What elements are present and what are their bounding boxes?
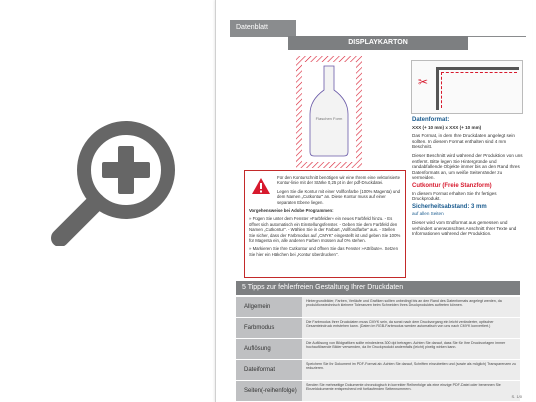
tip-label: Dateiformat <box>236 360 302 380</box>
tip-row <box>236 297 520 318</box>
tip-row <box>236 318 520 339</box>
tip-text: Hintergrundbilder, Farben, Verläufe und Grafiken sollten unbedingt bis an den Rand des Datenformats angelegt werden, da produktionstechnisch kleinere Toleranzen beim Schneiden Ihres Druckproduktes auftreten können. <box>302 297 520 317</box>
tip-label: Allgemein <box>236 297 302 317</box>
tip-text: Die Auflösung von Bildgrafiken sollte mindestens 300 dpi betragen. Achten Sie darauf, dass Sie für Ihre Druckvorlagen immer hochauflösende Bilder verwenden, da Ihr Druckprodukt andernfalls (leicht) pixelig wirken kann. <box>302 339 520 359</box>
format-value: XXX (+ 10 mm) x XXX (+ 10 mm) <box>412 124 482 130</box>
warning-icon <box>251 177 271 195</box>
tip-row <box>236 339 520 360</box>
bleed-example-box <box>411 60 523 114</box>
tip-label: Auflösung <box>236 339 302 359</box>
cutcontour-warning <box>244 170 406 278</box>
tips-table <box>236 297 520 402</box>
tip-label: Seiten(-reihenfolge) <box>236 381 302 401</box>
bottle-label: Flaschen Form <box>315 116 343 121</box>
datasheet-tab: Datenblatt <box>230 20 296 36</box>
tip-text: Senden Sie mehrseitige Dokumente chronologisch in korrekter Reihenfolge als eine einzige PDF-Datei oder benennen Sie Einzeldokumente entsprechend mit fortlaufenden Seitennummern. <box>302 381 520 401</box>
format-desc: Das Format, in dem Ihre Druckdaten angelegt sein sollten. In diesem Format enthalten sind 4 mm Beschnitt. <box>412 133 515 150</box>
warn-p3: Vorgehensweise bei Adobe Programmen: <box>249 208 334 214</box>
bottle-diagram <box>292 52 366 170</box>
warn-p4: » Fügen Sie unter dem Fenster »Farbfelder« ein neues Farbfeld hinzu. - Es öffnet sich automatisch ein Einstellungsfenster. - Geben Sie dem Farbfeld den Namen „Cutkontur". - Wählen Sie in der Farbart „Vollfondfarbe" aus. - Stellen Sie sicher, dass der Farbmodus auf „CMYK" eingestellt ist und geben Sie 100% für Magenta ein, alle anderen Farben müssen auf 0% stehen. <box>249 216 401 244</box>
scissors-icon: ✂ <box>418 75 429 89</box>
format-info <box>412 118 524 240</box>
tips-heading: 5 Tipps zur fehlerfreien Gestaltung Ihrer Druckdaten <box>236 281 520 295</box>
zoom-in-icon[interactable] <box>48 114 180 246</box>
page-number: S. 1/0 <box>511 394 522 399</box>
safe-desc: Dieser wird vom Endformat aus gemessen und verhindert unerwünschtes Anschnitt Ihrer Texte und Informationen während der Produktion. <box>412 219 517 237</box>
warn-p2: Legen Sie die Kontur mit einer Vollfonfarbe (100% Magenta) und dem Namen „Cutkontur" an. Diese Kontur muss auf einer separaten Ebene liegen. <box>277 188 401 205</box>
tip-label: Farbmodus <box>236 318 302 338</box>
tip-row <box>236 381 520 402</box>
tip-row <box>236 360 520 381</box>
safe-heading: Sicherheitsabstand: 3 mm <box>412 203 487 210</box>
cut-line <box>441 72 517 108</box>
datasheet-page <box>215 0 532 402</box>
safe-sub: auf allen Seiten <box>412 211 444 217</box>
tip-text: Speichern Sie Ihr Dokument im PDF-Format ab. Achten Sie darauf, Schriften einzubetten und (sowie als möglich) Transparenzen zu reduzieren. <box>302 360 520 380</box>
tip-text: Die Farbmodus Ihrer Druckdaten muss CMYK sein, da sonst nach dem Druckvorgang ein leicht veränderter, optischer Gesamteindruck entstehen kann. (Daten im RGB-Farbmodus werden automatisch von uns nach CMYK konvertiert.) <box>302 318 520 338</box>
format-heading: Datenformat: <box>412 117 450 123</box>
product-title-banner: DISPLAYKARTON <box>288 36 468 50</box>
cut-heading: Cutkontur (Freie Stanzform) <box>412 182 492 189</box>
cut-desc: In diesem Format erhalten Sie Ihr fertiges Druckprodukt. <box>412 190 497 202</box>
warn-p5: » Markieren Sie Ihre Cutkontur und öffnen Sie das Fenster »Attribute«. Setzen Sie hier ein Häkchen bei „Kontur überdrucken". <box>249 246 398 257</box>
bleed-desc: Dieser Beschnitt wird während der Produktion von uns entfernt. Bitte legen Sie Hintergründe und randabfallende Objekte immer bis an den Rand Ihres Datenformats an, um weiße Seitenränder zu vermeiden. <box>412 152 523 181</box>
warn-p1: Für den Konturschnitt benötigen wir eine Ihrem eine vektorisierte Kontur-linie mit der Stärke 0,25 pt in der pdf-Druckdatei. <box>277 175 401 186</box>
